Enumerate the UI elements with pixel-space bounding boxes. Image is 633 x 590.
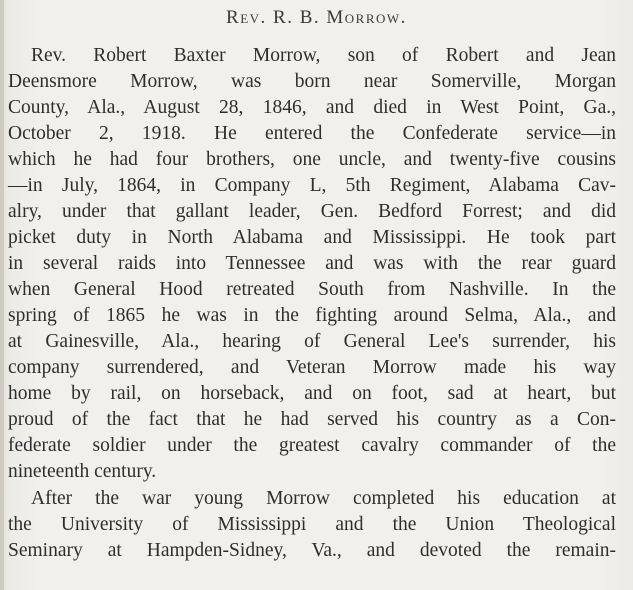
page-title-text: Rev. R. B. Morrow.	[226, 7, 407, 28]
text-line: proud of the fact that he had served his country as a Con-	[8, 409, 616, 430]
page-gutter	[0, 0, 4, 590]
text-line: County, Ala., August 28, 1846, and died in West Point, Ga.,	[8, 97, 616, 118]
text-line: which he had four brothers, one uncle, and twenty-five cousins	[8, 149, 616, 170]
text-line: October 2, 1918. He entered the Confederate service—in	[8, 123, 616, 144]
text-line: alry, under that gallant leader, Gen. Bedford Forrest; and did	[8, 201, 616, 222]
text-line: at Gainesville, Ala., hearing of General Lee's surrender, his	[8, 331, 616, 352]
text-line: After the war young Morrow completed his education at	[31, 488, 616, 509]
text-line: federate soldier under the greatest cavalry commander of the	[8, 435, 616, 456]
text-line: spring of 1865 he was in the fighting around Selma, Ala., and	[8, 305, 616, 326]
text-line: in several raids into Tennessee and was with the rear guard	[8, 253, 616, 274]
page-title	[0, 7, 633, 29]
text-line: Rev. Robert Baxter Morrow, son of Robert and Jean	[31, 45, 616, 66]
text-line: company surrendered, and Veteran Morrow made his way	[8, 357, 616, 378]
text-line: home by rail, on horseback, and on foot, sad at heart, but	[8, 383, 616, 404]
text-line: when General Hood retreated South from Nashville. In the	[8, 279, 616, 300]
text-line: Seminary at Hampden-Sidney, Va., and devoted the remain-	[8, 540, 616, 561]
text-line: Deensmore Morrow, was born near Somerville, Morgan	[8, 71, 616, 92]
text-line: nineteenth century.	[8, 461, 157, 482]
text-line: —in July, 1864, in Company L, 5th Regiment, Alabama Cav-	[8, 175, 616, 196]
text-line: the University of Mississippi and the Union Theological	[8, 514, 616, 535]
text-line: picket duty in North Alabama and Mississippi. He took part	[8, 227, 616, 248]
